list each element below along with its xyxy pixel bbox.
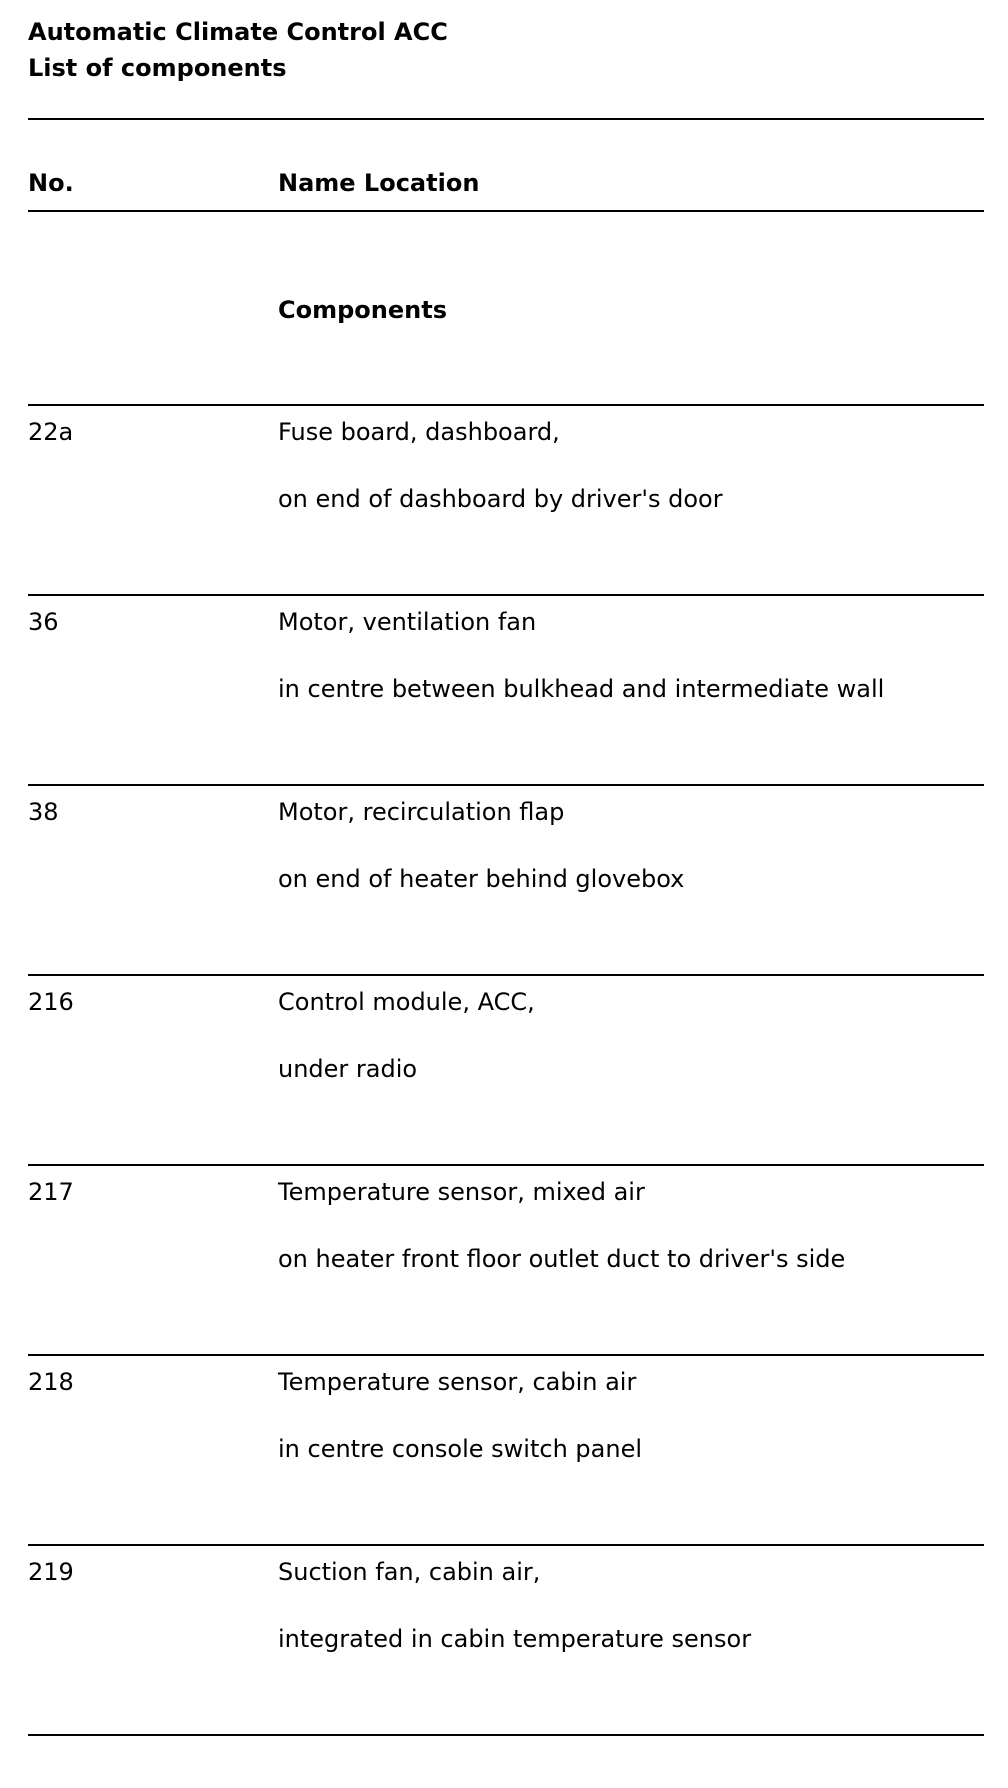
column-header-name-location: Name Location — [278, 169, 480, 197]
header-divider — [28, 210, 984, 212]
component-name: Suction fan, cabin air, — [278, 1558, 541, 1586]
component-number: 38 — [28, 798, 59, 826]
title-line-2: List of components — [28, 54, 287, 82]
row-divider — [28, 404, 984, 406]
component-name: Control module, ACC, — [278, 988, 535, 1016]
document-title — [28, 14, 448, 86]
component-location: on end of heater behind glovebox — [278, 865, 685, 893]
component-location: in centre console switch panel — [278, 1435, 642, 1463]
row-divider — [28, 1354, 984, 1356]
component-location: on heater front floor outlet duct to driver's side — [278, 1245, 846, 1273]
row-divider — [28, 974, 984, 976]
component-location: in centre between bulkhead and intermediate wall — [278, 675, 885, 703]
section-heading-components: Components — [278, 296, 447, 324]
row-divider — [28, 1544, 984, 1546]
component-name: Motor, recirculation flap — [278, 798, 565, 826]
component-number: 219 — [28, 1558, 74, 1586]
component-name: Fuse board, dashboard, — [278, 418, 560, 446]
component-location: on end of dashboard by driver's door — [278, 485, 723, 513]
title-line-1: Automatic Climate Control ACC — [28, 18, 448, 46]
component-name: Motor, ventilation fan — [278, 608, 537, 636]
bottom-divider — [28, 1734, 984, 1736]
column-header-no: No. — [28, 169, 74, 197]
component-location: integrated in cabin temperature sensor — [278, 1625, 752, 1653]
top-divider — [28, 118, 984, 120]
component-location: under radio — [278, 1055, 418, 1083]
row-divider — [28, 1164, 984, 1166]
component-name: Temperature sensor, mixed air — [278, 1178, 645, 1206]
component-number: 218 — [28, 1368, 74, 1396]
component-number: 216 — [28, 988, 74, 1016]
component-number: 22a — [28, 418, 74, 446]
row-divider — [28, 784, 984, 786]
component-number: 217 — [28, 1178, 74, 1206]
component-number: 36 — [28, 608, 59, 636]
row-divider — [28, 594, 984, 596]
component-name: Temperature sensor, cabin air — [278, 1368, 637, 1396]
